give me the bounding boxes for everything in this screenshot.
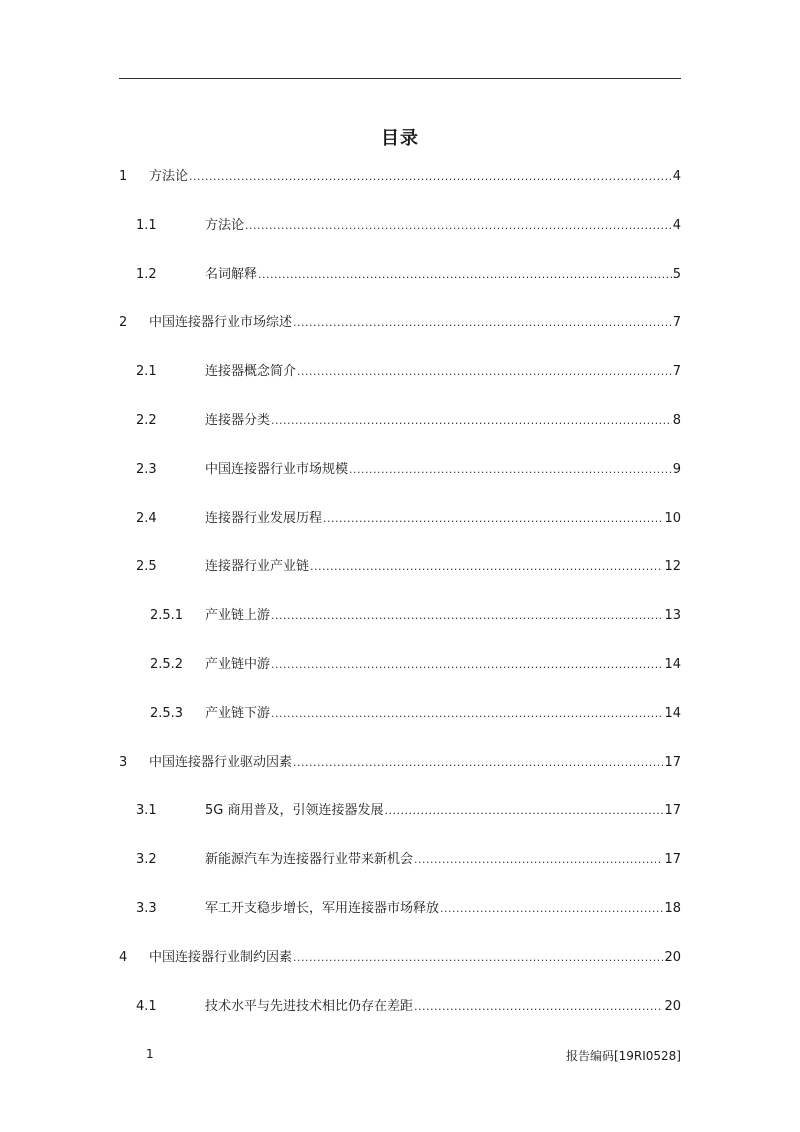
toc-entry-number: 4 [119,950,128,965]
toc-entry-number: 3 [119,755,128,770]
toc-dot-leader [271,411,672,431]
toc-entry-label: 连接器分类 [205,413,271,428]
toc-entry-label: 新能源汽车为连接器行业带来新机会 [205,852,414,867]
toc-dot-leader [271,704,663,724]
toc-entry-page: 12 [664,559,681,574]
toc-entry-label: 军工开支稳步增长，军用连接器市场释放 [205,901,440,916]
toc-entry-label: 连接器概念简介 [205,364,297,379]
toc-entry-number: 3.1 [136,803,157,818]
toc-entry-page: 20 [664,999,681,1014]
toc-entry-number: 2.5.2 [150,657,184,672]
toc-entry[interactable] [119,606,681,626]
toc-entry-label: 产业链上游 [205,608,271,623]
toc-entry[interactable] [119,460,681,480]
toc-entry-page: 17 [664,755,681,770]
toc-entry-number: 1.1 [136,218,157,233]
toc-entry-page: 17 [664,852,681,867]
toc-entry[interactable] [119,704,681,724]
toc-entry-number: 3.2 [136,852,157,867]
toc-entry-label: 产业链下游 [205,706,271,721]
toc-entry-page: 17 [664,803,681,818]
toc-entry[interactable] [119,801,681,821]
toc-entry-page: 4 [672,218,681,233]
toc-title: 目录 [381,128,419,149]
toc-entry[interactable] [119,265,681,285]
toc-dot-leader [189,167,672,187]
toc-entry-page: 8 [672,413,681,428]
toc-entry-label: 产业链中游 [205,657,271,672]
toc-dot-leader [271,655,663,675]
toc-entry[interactable] [119,655,681,675]
toc-entry[interactable] [119,899,681,919]
toc-entry-page: 13 [664,608,681,623]
toc-entry[interactable] [119,313,681,333]
toc-entry-number: 2 [119,315,128,330]
toc-dot-leader [258,265,672,285]
toc-entry-label: 方法论 [149,169,189,184]
toc-entry-number: 2.2 [136,413,157,428]
toc-entry[interactable] [119,557,681,577]
toc-entry-number: 2.4 [136,511,157,526]
toc-entry-label: 连接器行业产业链 [205,559,310,574]
toc-entry-number: 1.2 [136,267,157,282]
toc-entry-label: 技术水平与先进技术相比仍存在差距 [205,999,414,1014]
toc-entry-page: 7 [672,364,681,379]
toc-entry-page: 18 [664,901,681,916]
toc-dot-leader [440,899,663,919]
toc-entry[interactable] [119,167,681,187]
toc-entry-label: 5G 商用普及，引领连接器发展 [205,803,384,818]
toc-entry-label: 名词解释 [205,267,258,282]
toc-entry-number: 2.5.1 [150,608,184,623]
toc-entry[interactable] [119,362,681,382]
report-code: 报告编码[19RI0528] [565,1049,681,1063]
toc-dot-leader [293,753,663,773]
toc-entry-number: 3.3 [136,901,157,916]
header-rule [119,78,681,79]
toc-dot-leader [323,509,663,529]
toc-entry-number: 2.5.3 [150,706,184,721]
toc-entry-label: 中国连接器行业市场综述 [149,315,293,330]
toc-entry[interactable] [119,753,681,773]
toc-entry[interactable] [119,509,681,529]
toc-dot-leader [349,460,672,480]
toc-entry-number: 1 [119,169,128,184]
toc-entry-label: 中国连接器行业市场规模 [205,462,349,477]
toc-entry-number: 2.3 [136,462,157,477]
toc-entry[interactable] [119,997,681,1017]
toc-entry-page: 4 [672,169,681,184]
toc-entry-number: 2.5 [136,559,157,574]
toc-dot-leader [293,313,672,333]
toc-dot-leader [310,557,663,577]
toc-entry-number: 2.1 [136,364,157,379]
toc-entry-page: 14 [664,657,681,672]
toc-entry[interactable] [119,216,681,236]
toc-dot-leader [414,997,663,1017]
toc-dot-leader [297,362,672,382]
toc-dot-leader [384,801,663,821]
toc-dot-leader [414,850,663,870]
toc-entry-label: 连接器行业发展历程 [205,511,323,526]
toc-dot-leader [245,216,672,236]
toc-entry[interactable] [119,850,681,870]
toc-entry-label: 中国连接器行业制约因素 [149,950,293,965]
toc-entry[interactable] [119,948,681,968]
toc-entry-page: 14 [664,706,681,721]
toc-entry-page: 10 [664,511,681,526]
toc-entry-label: 方法论 [205,218,245,233]
page-number: 1 [146,1047,154,1061]
toc-dot-leader [271,606,663,626]
toc-entry[interactable] [119,411,681,431]
toc-entry-number: 4.1 [136,999,157,1014]
toc-entry-page: 9 [672,462,681,477]
toc-entry-page: 5 [672,267,681,282]
toc-entry-page: 20 [664,950,681,965]
toc-dot-leader [293,948,663,968]
toc-entry-label: 中国连接器行业驱动因素 [149,755,293,770]
toc-entry-page: 7 [672,315,681,330]
